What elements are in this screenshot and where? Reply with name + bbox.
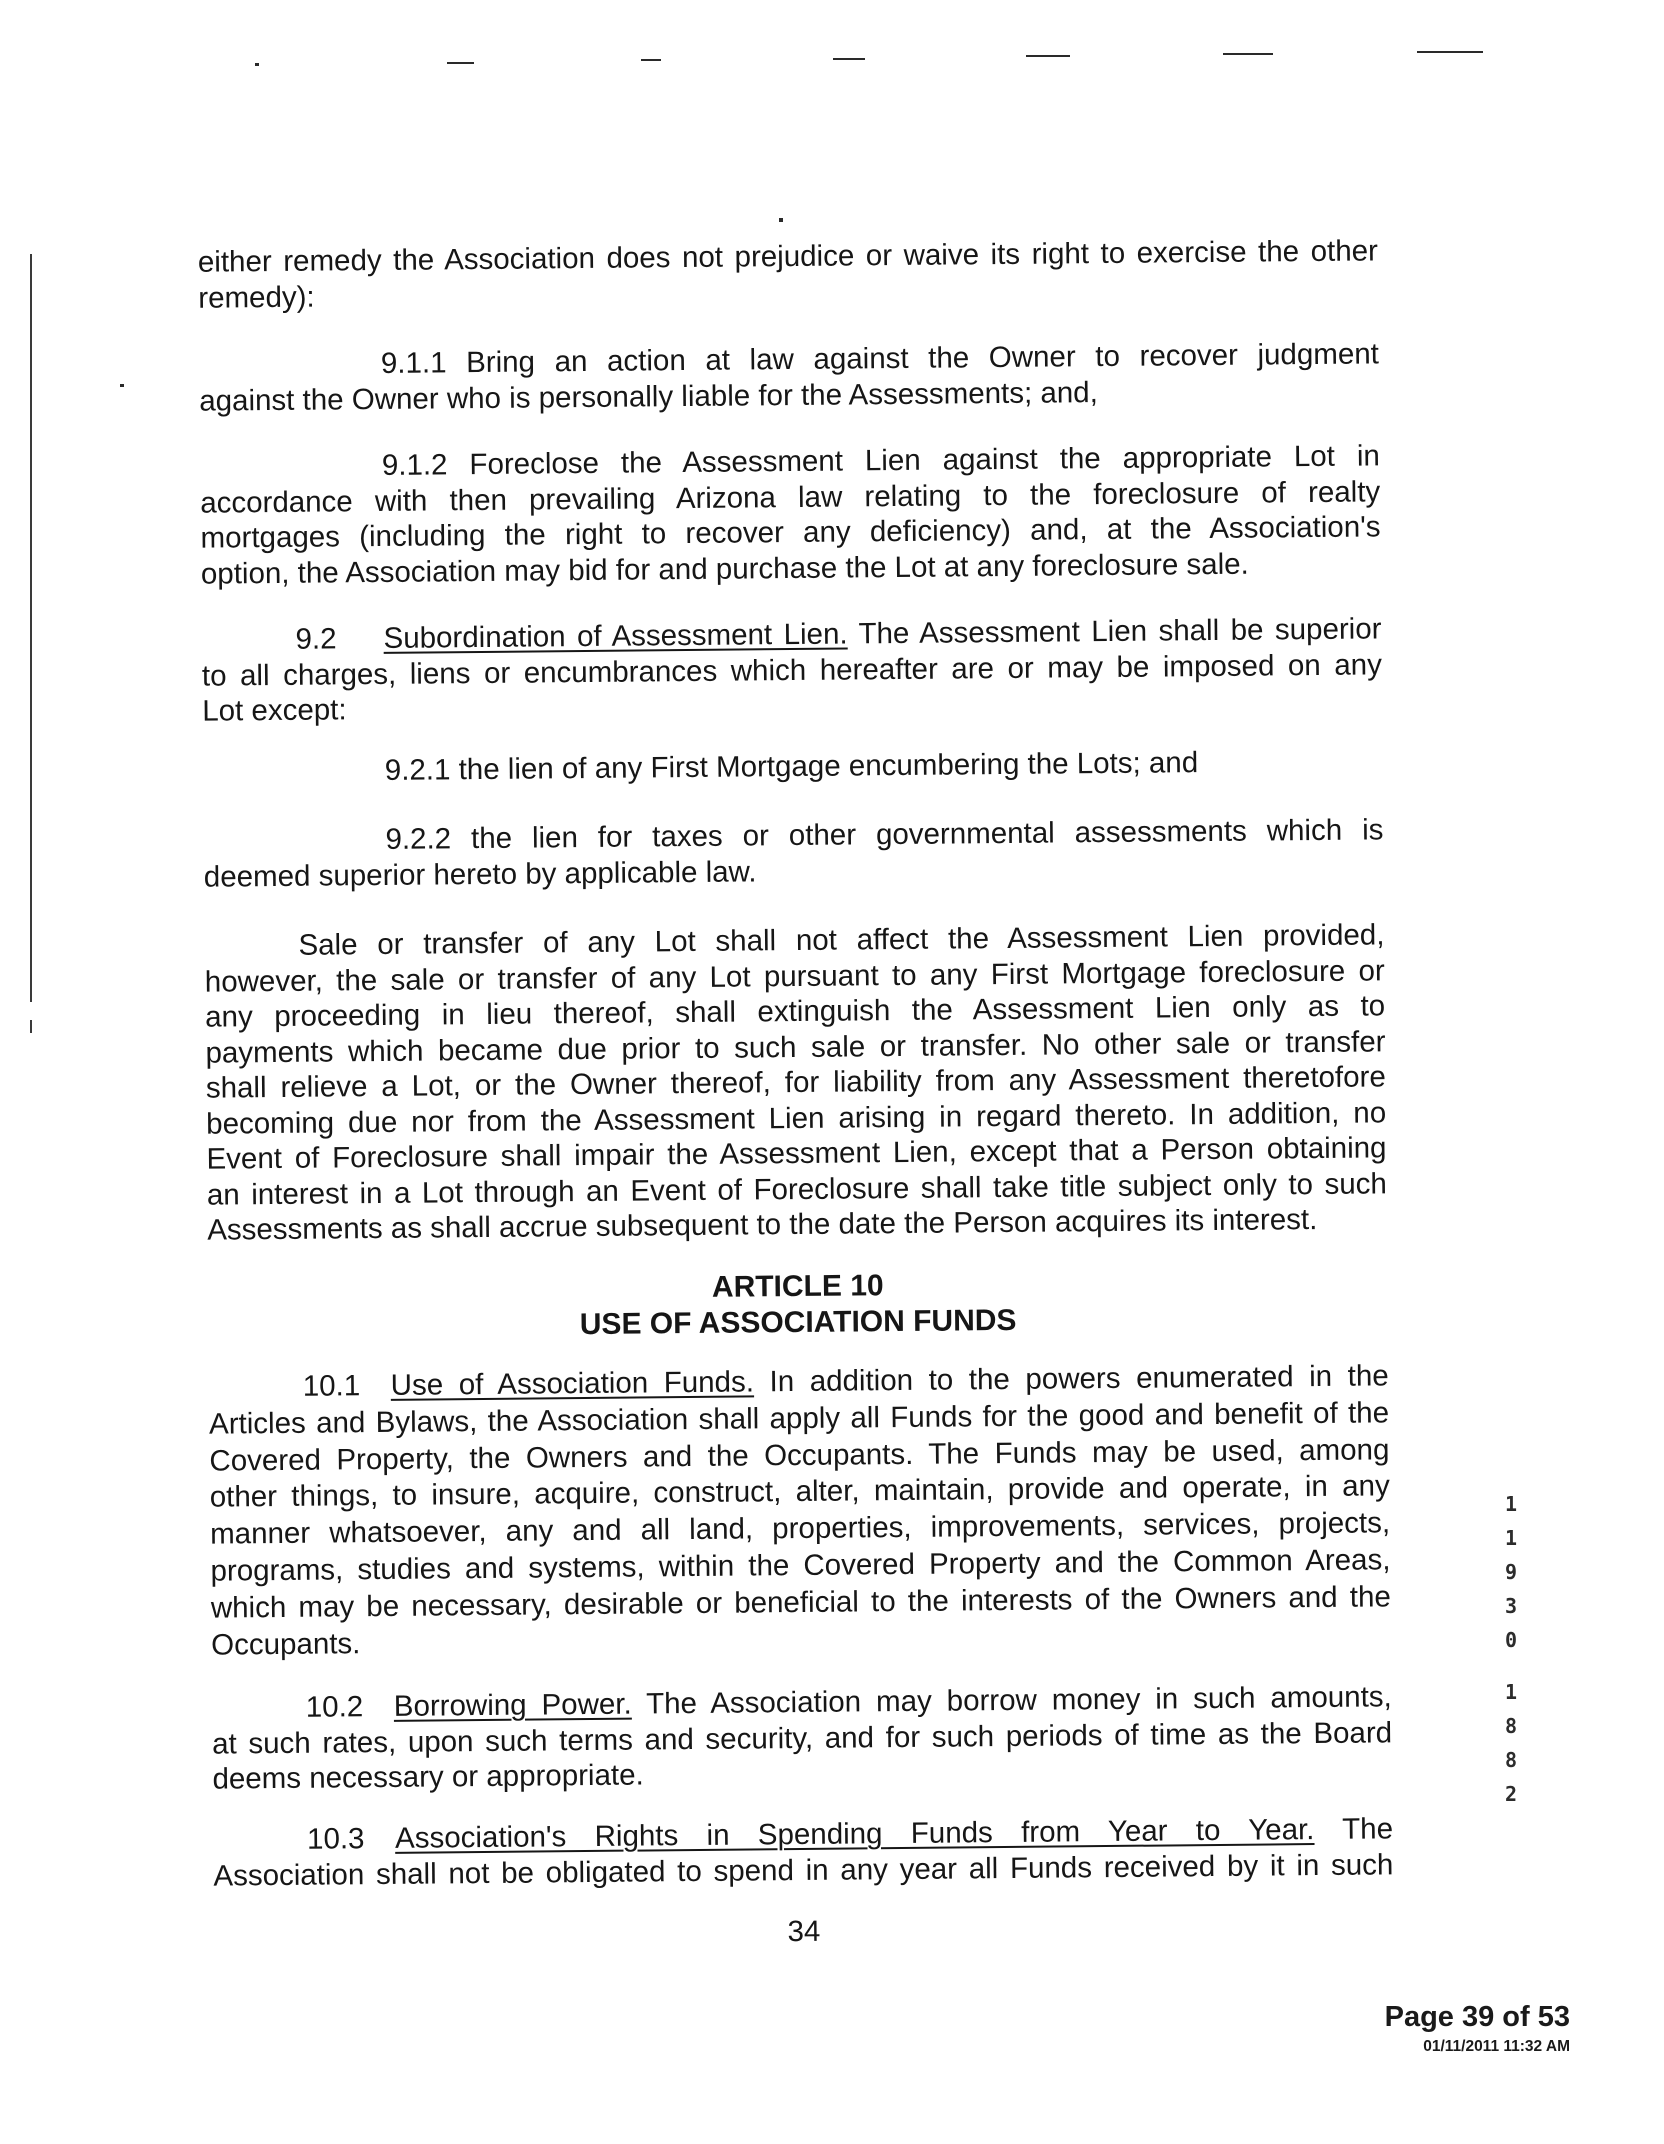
text-line: Articles and Bylaws, the Association shall apply all Funds for the good and benefit of the [208,1396,1390,1441]
section-title: Association's Rights in Spending Funds from Year to Year. [394,1813,1315,1855]
text-line: remedy): [198,280,315,315]
section-9-1-2 [200,438,1381,591]
section-title: Borrowing Power. [393,1687,632,1723]
recording-timestamp: 01/11/2011 11:32 AM [1423,2038,1570,2055]
text-line: an interest in a Lot through an Event of Foreclosure shall take title subject only to such [206,1166,1387,1212]
scan-mark [255,63,259,66]
text-line: either remedy the Association does not prejudice or waive its right to exercise the other [197,234,1379,279]
scan-margin-tick [30,1020,32,1033]
text-line: 9.2.2 the lien for taxes or other governmental assessments which is [385,813,1384,856]
text-line: 9.1.1 Bring an action at law against the Owner to recover judgment [380,337,1380,380]
article-heading [208,1263,1389,1346]
text-line: Event of Foreclosure shall impair the Assessment Lien, except that a Person obtaining [206,1131,1387,1176]
text-line: shall relieve a Lot, or the Owner thereof, for liability from any Assessment theretofore [205,1060,1386,1105]
scan-mark [1223,53,1273,55]
scan-margin-line [30,254,32,1002]
sale-transfer-paragraph [204,917,1387,1248]
text-line: Occupants. [211,1626,361,1662]
section-number: 9.2 [295,622,337,656]
section-9-2-1 [203,743,1383,790]
document-page-body [141,194,1448,1986]
text-line: 9.1.2 Foreclose the Assessment Lien against the appropriate Lot in [381,439,1381,482]
section-9-2 [201,611,1382,729]
text-line: mortgages (including the right to recover any deficiency) and, at the Association's [200,510,1381,555]
section-9-2-2 [203,812,1384,894]
text-line: at such rates, upon such terms and security, and for such periods of time as the Board [211,1715,1393,1761]
recording-number-part-2: 1882 [1499,1680,1523,1816]
text-run: The Assessment Lien shall be superior [847,612,1382,651]
section-number: 10.3 [306,1822,365,1856]
section-10-2 [212,1679,1393,1797]
section-number: 10.2 [305,1690,364,1724]
scan-mark [1417,51,1483,53]
section-title: Subordination of Assessment Lien. [383,617,848,655]
text-line: against the Owner who is personally liable for the Assessments; and, [199,375,1098,418]
recording-number-part-1: 11930 [1499,1492,1523,1662]
scan-mark [641,59,661,61]
intro-paragraph [198,233,1379,315]
text-line: Assessments as shall accrue subsequent to the date the Person acquires its interest. [207,1202,1318,1247]
section-10-1 [209,1358,1392,1664]
text-line: Sale or transfer of any Lot shall not affect the Assessment Lien provided, [298,918,1385,962]
section-10-3 [213,1811,1394,1893]
text-line: becoming due nor from the Assessment Lien arising in regard thereto. In addition, no [206,1095,1387,1141]
text-line: accordance with then prevailing Arizona law relating to the foreclosure of realty [200,474,1381,520]
text-run: The Association may borrow money in such amounts, [631,1680,1392,1721]
text-run: The [1314,1812,1394,1847]
text-line: Association shall not be obligated to spend in any year all Funds received by it in such [213,1847,1394,1893]
text-line: option, the Association may bid for and purchase the Lot at any foreclosure sale. [200,547,1249,591]
scan-dot [120,384,124,387]
text-line: however, the sale or transfer of any Lot pursuant to any First Mortgage foreclosure or [204,953,1385,999]
text-line: deems necessary or appropriate. [212,1758,644,1796]
article-title: USE OF ASSOCIATION FUNDS [579,1303,1017,1342]
text-line: payments which became due prior to such sale or transfer. No other sale or transfer [205,1024,1386,1070]
text-line: to all charges, liens or encumbrances which hereafter are or may be imposed on any [201,647,1383,693]
text-line: which may be necessary, desirable or beneficial to the interests of the Owners and the [210,1580,1391,1625]
section-title: Use of Association Funds. [390,1365,755,1402]
scan-mark [447,62,474,64]
text-line: any proceeding in lieu thereof, shall extinguish the Assessment Lien only as to [205,989,1386,1034]
text-line: deemed superior hereto by applicable law. [203,854,757,894]
article-number: ARTICLE 10 [711,1269,884,1304]
section-number: 10.1 [302,1369,361,1403]
section-9-1-1 [199,336,1380,418]
text-line: Covered Property, the Owners and the Occupants. The Funds may be used, among [209,1432,1390,1478]
text-run: In addition to the powers enumerated in the [753,1359,1389,1399]
scan-mark [1026,55,1070,57]
text-line: manner whatsoever, any and all land, properties, improvements, services, projects, [209,1506,1391,1551]
page-number: 34 [787,1914,821,1949]
text-line: 9.2.1 the lien of any First Mortgage encumbering the Lots; and [384,746,1199,787]
text-line: Lot except: [202,693,347,728]
text-line: programs, studies and systems, within the Covered Property and the Common Areas, [210,1543,1391,1588]
text-line: other things, to insure, acquire, construct, alter, maintain, provide and operate, in any [209,1469,1390,1515]
page-count-stamp: Page 39 of 53 [1384,2001,1570,2033]
scan-mark [833,58,865,60]
